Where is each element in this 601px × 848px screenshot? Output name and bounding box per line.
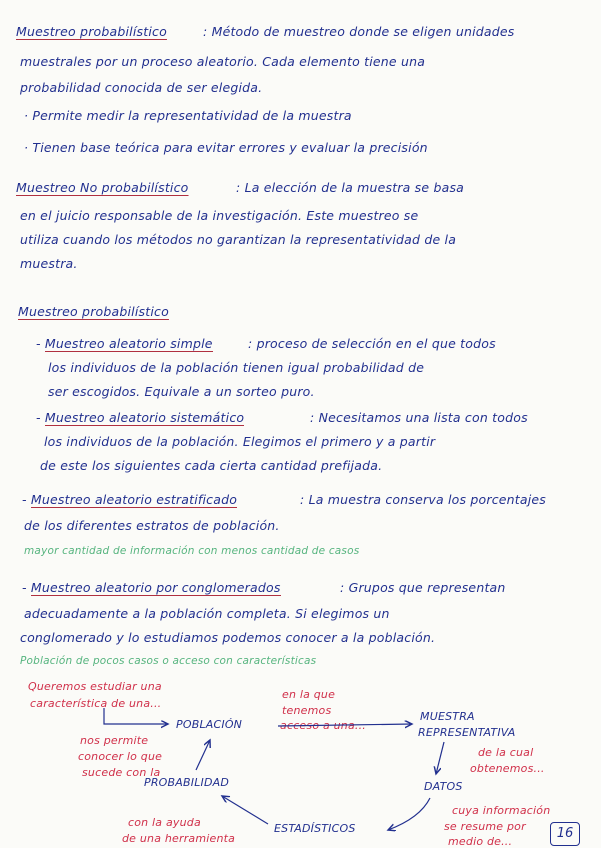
section1-line-1: muestrales por un proceso aleatorio. Cada elemento tiene una <box>20 54 426 69</box>
item4-line-2: conglomerado y lo estudiamos podemos conocer a la población. <box>20 630 436 645</box>
item4-line-0: : Grupos que representan <box>340 580 506 595</box>
item1-line-1: los individuos de la población tienen igual probabilidad de <box>48 360 425 375</box>
bottom-note-line-1: de una herramienta <box>122 832 236 845</box>
section2-line-3: muestra. <box>20 256 78 271</box>
section2-heading: Muestreo No probabilístico <box>16 180 189 195</box>
section1-bullet-0: · Permite medir la representatividad de la muestra <box>24 108 352 123</box>
arrow-top-left-to-poblacion <box>104 708 168 724</box>
item4-green-note: Población de pocos casos o acceso con características <box>20 655 317 667</box>
arrow-datos-to-estadisticos <box>388 798 430 830</box>
mid-note-line-1: tenemos <box>282 704 332 717</box>
item3-green-note: mayor cantidad de información con menos cantidad de casos <box>24 545 360 557</box>
mid-note-line-2: acceso a una... <box>280 719 366 732</box>
section2-line-0: : La elección de la muestra se basa <box>236 180 465 195</box>
item4-title: - Muestreo aleatorio por conglomerados <box>22 580 281 595</box>
datos-label: DATOS <box>424 780 463 793</box>
right-note-line-0: de la cual <box>478 746 534 759</box>
item1-line-2: ser escogidos. Equivale a un sorteo puro. <box>48 384 315 399</box>
right-note-line-1: obtenemos... <box>470 762 545 775</box>
item1-line-0: : proceso de selección en el que todos <box>248 336 496 351</box>
datos-note-line-1: se resume por <box>444 820 526 833</box>
item2-line-0: : Necesitamos una lista con todos <box>310 410 528 425</box>
section1-heading: Muestreo probabilístico <box>16 24 167 39</box>
pink-top-line-1: característica de una... <box>30 697 162 710</box>
arrow-probabilidad-to-poblacion <box>196 740 210 770</box>
section2-line-1: en el juicio responsable de la investigación. Este muestreo se <box>20 208 419 223</box>
page-number: 16 <box>550 822 580 846</box>
item1-title: - Muestreo aleatorio simple <box>36 336 213 351</box>
item2-title: - Muestreo aleatorio sistemático <box>36 410 245 425</box>
muestra-label-0: MUESTRA <box>420 710 475 723</box>
item4-line-1: adecuadamente a la población completa. Si elegimos un <box>24 606 390 621</box>
probabilidad-label: PROBABILIDAD <box>144 776 230 789</box>
bottom-note-line-0: con la ayuda <box>128 816 201 829</box>
section3-heading: Muestreo probabilístico <box>18 304 169 319</box>
item2-line-1: los individuos de la población. Elegimos el primero y a partir <box>44 434 436 449</box>
mid-note-line-0: en la que <box>282 688 336 701</box>
left-note-line-1: conocer lo que <box>78 750 163 763</box>
section2-line-2: utiliza cuando los métodos no garantizan la representatividad de la <box>20 232 457 247</box>
item3-line-0: : La muestra conserva los porcentajes <box>300 492 547 507</box>
left-note-line-0: nos permite <box>80 734 149 747</box>
poblacion-label: POBLACIÓN <box>176 718 243 731</box>
muestra-label-1: REPRESENTATIVA <box>418 726 516 739</box>
arrow-estadisticos-to-probabilidad <box>222 796 268 824</box>
pink-top-line-0: Queremos estudiar una <box>28 680 162 693</box>
item2-line-2: de este los siguientes cada cierta cantidad prefijada. <box>40 458 383 473</box>
arrow-poblacion-to-muestra <box>278 724 412 726</box>
estadisticos-label: ESTADÍSTICOS <box>274 822 356 835</box>
item3-line-1: de los diferentes estratos de población. <box>24 518 280 533</box>
arrow-muestra-to-datos <box>436 742 444 774</box>
section1-line-2: probabilidad conocida de ser elegida. <box>20 80 263 95</box>
datos-note-line-0: cuya información <box>452 804 551 817</box>
item3-title: - Muestreo aleatorio estratificado <box>22 492 238 507</box>
section1-line-0: : Método de muestreo donde se eligen unidades <box>203 24 515 39</box>
left-note-line-2: sucede con la <box>82 766 161 779</box>
datos-note-line-2: medio de... <box>448 835 513 848</box>
section1-bullet-1: · Tienen base teórica para evitar errores y evaluar la precisión <box>24 140 428 155</box>
